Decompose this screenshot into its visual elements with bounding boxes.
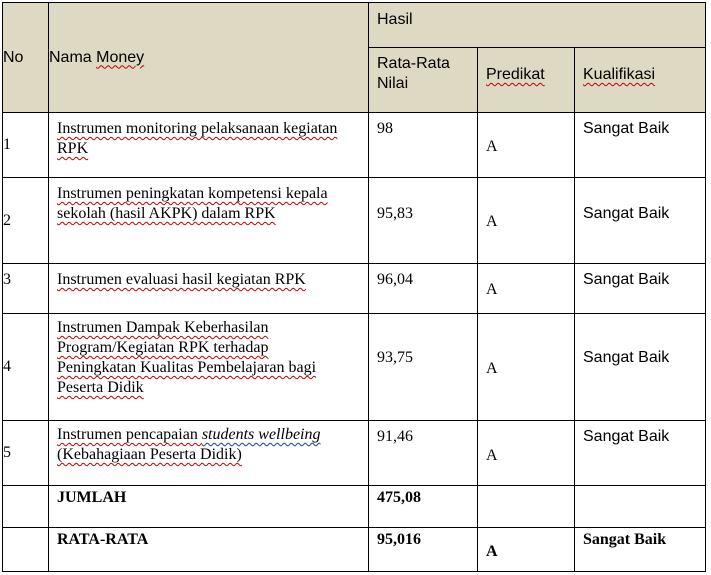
row-number: 4 (3, 314, 49, 421)
header-nama-money: Nama Money (49, 3, 369, 113)
table-row (3, 178, 706, 264)
row-number: 2 (3, 178, 49, 264)
total-empty-kualifikasi (575, 486, 706, 528)
table-row (3, 314, 706, 421)
table-row (3, 113, 706, 178)
average-kualifikasi: Sangat Baik (575, 528, 706, 572)
total-score: 475,08 (369, 486, 478, 528)
row-predikat: A (478, 113, 575, 178)
row-kualifikasi: Sangat Baik (575, 113, 706, 178)
row-kualifikasi: Sangat Baik (575, 314, 706, 421)
row-score: 98 (369, 113, 478, 178)
row-predikat: A (478, 264, 575, 314)
total-row (3, 486, 706, 528)
row-number: 5 (3, 421, 49, 486)
header-predikat: Predikat (478, 48, 575, 113)
average-label: RATA-RATA (49, 528, 369, 572)
total-label: JUMLAH (49, 486, 369, 528)
results-table (2, 2, 706, 572)
row-number: 1 (3, 113, 49, 178)
row-number: 3 (3, 264, 49, 314)
table-row (3, 264, 706, 314)
header-row (3, 3, 706, 48)
header-no: No (3, 3, 49, 113)
average-empty-no (3, 528, 49, 572)
row-kualifikasi: Sangat Baik (575, 421, 706, 486)
average-predikat: A (478, 528, 575, 572)
total-empty-no (3, 486, 49, 528)
row-instrument: Instrumen evaluasi hasil kegiatan RPK (49, 264, 369, 314)
header-kualifikasi: Kualifikasi (575, 48, 706, 113)
average-row (3, 528, 706, 572)
row-score: 95,83 (369, 178, 478, 264)
table-row (3, 421, 706, 486)
row-instrument: Instrumen Dampak Keberhasilan Program/Kegiatan RPK terhadap Peningkatan Kualitas Pembelajaran bagi Peserta Didik (49, 314, 369, 421)
row-score: 93,75 (369, 314, 478, 421)
row-instrument: Instrumen peningkatan kompetensi kepala sekolah (hasil AKPK) dalam RPK (49, 178, 369, 264)
row-instrument: Instrumen pencapaian students wellbeing (Kebahagiaan Peserta Didik) (49, 421, 369, 486)
row-predikat: A (478, 314, 575, 421)
header-rata-rata-nilai: Rata-Rata Nilai (369, 48, 478, 113)
total-empty-predikat (478, 486, 575, 528)
row-kualifikasi: Sangat Baik (575, 264, 706, 314)
row-instrument: Instrumen monitoring pelaksanaan kegiatan RPK (49, 113, 369, 178)
row-predikat: A (478, 178, 575, 264)
row-kualifikasi: Sangat Baik (575, 178, 706, 264)
row-score: 91,46 (369, 421, 478, 486)
header-hasil: Hasil (369, 3, 706, 48)
average-score: 95,016 (369, 528, 478, 572)
row-predikat: A (478, 421, 575, 486)
row-score: 96,04 (369, 264, 478, 314)
